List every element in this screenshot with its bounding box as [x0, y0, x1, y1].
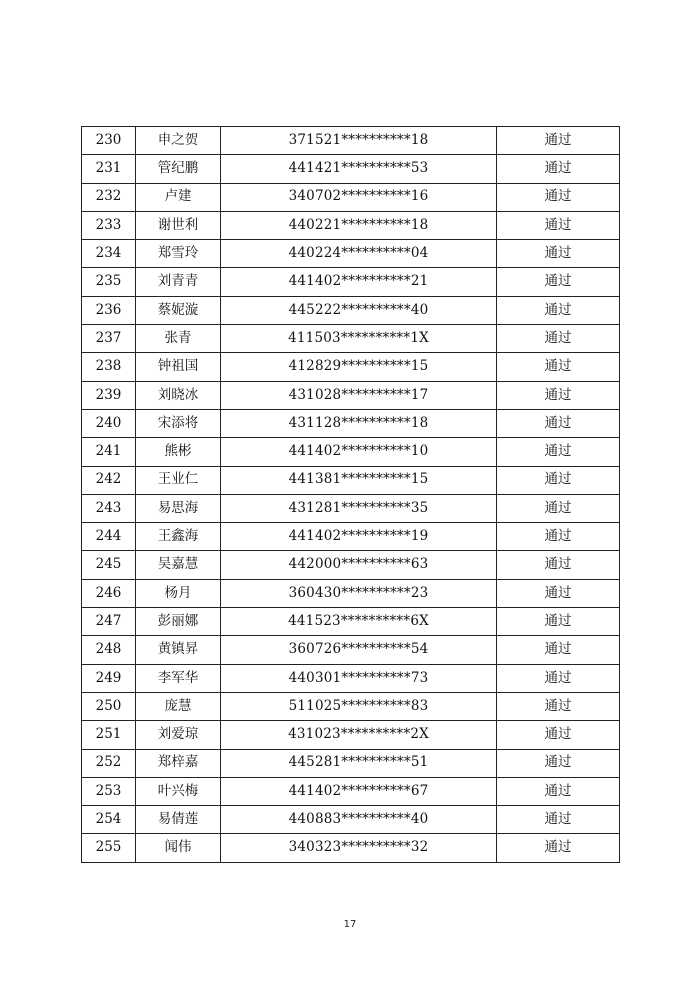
id-number-cell: 371521**********18	[221, 127, 497, 155]
name-cell: 郑梓嘉	[136, 749, 221, 777]
row-index-cell: 251	[82, 721, 136, 749]
id-number-cell: 440224**********04	[221, 240, 497, 268]
row-index-cell: 245	[82, 551, 136, 579]
result-cell: 通过	[497, 155, 620, 183]
name-cell: 刘晓冰	[136, 381, 221, 409]
id-number-cell: 440883**********40	[221, 806, 497, 834]
result-cell: 通过	[497, 325, 620, 353]
id-number-cell: 441402**********19	[221, 523, 497, 551]
table-row	[82, 692, 620, 720]
result-cell: 通过	[497, 240, 620, 268]
name-cell: 卢建	[136, 183, 221, 211]
id-number-cell: 431028**********17	[221, 381, 497, 409]
id-number-cell: 440301**********73	[221, 664, 497, 692]
table-row	[82, 240, 620, 268]
id-number-cell: 360430**********23	[221, 579, 497, 607]
row-index-cell: 235	[82, 268, 136, 296]
id-number-cell: 441421**********53	[221, 155, 497, 183]
table-row	[82, 806, 620, 834]
result-cell: 通过	[497, 664, 620, 692]
table-row	[82, 749, 620, 777]
result-cell: 通过	[497, 381, 620, 409]
result-cell: 通过	[497, 749, 620, 777]
result-cell: 通过	[497, 721, 620, 749]
row-index-cell: 252	[82, 749, 136, 777]
table-row	[82, 551, 620, 579]
name-cell: 杨月	[136, 579, 221, 607]
name-cell: 王业仁	[136, 466, 221, 494]
result-cell: 通过	[497, 268, 620, 296]
row-index-cell: 241	[82, 438, 136, 466]
id-number-cell: 442000**********63	[221, 551, 497, 579]
name-cell: 王鑫海	[136, 523, 221, 551]
row-index-cell: 242	[82, 466, 136, 494]
result-cell: 通过	[497, 834, 620, 862]
row-index-cell: 253	[82, 777, 136, 805]
row-index-cell: 244	[82, 523, 136, 551]
row-index-cell: 237	[82, 325, 136, 353]
row-index-cell: 250	[82, 692, 136, 720]
table-row	[82, 777, 620, 805]
id-number-cell: 441402**********21	[221, 268, 497, 296]
row-index-cell: 238	[82, 353, 136, 381]
result-cell: 通过	[497, 438, 620, 466]
id-number-cell: 431023**********2X	[221, 721, 497, 749]
result-cell: 通过	[497, 211, 620, 239]
result-cell: 通过	[497, 183, 620, 211]
row-index-cell: 230	[82, 127, 136, 155]
name-cell: 刘青青	[136, 268, 221, 296]
table-row	[82, 296, 620, 324]
id-number-cell: 411503**********1X	[221, 325, 497, 353]
row-index-cell: 239	[82, 381, 136, 409]
id-number-cell: 445222**********40	[221, 296, 497, 324]
table-row	[82, 381, 620, 409]
table-row	[82, 155, 620, 183]
id-number-cell: 441381**********15	[221, 466, 497, 494]
table-row	[82, 721, 620, 749]
id-number-cell: 511025**********83	[221, 692, 497, 720]
row-index-cell: 254	[82, 806, 136, 834]
name-cell: 叶兴梅	[136, 777, 221, 805]
id-number-cell: 431281**********35	[221, 494, 497, 522]
row-index-cell: 255	[82, 834, 136, 862]
row-index-cell: 233	[82, 211, 136, 239]
result-cell: 通过	[497, 551, 620, 579]
row-index-cell: 246	[82, 579, 136, 607]
page-number: 17	[343, 919, 357, 930]
result-cell: 通过	[497, 579, 620, 607]
id-number-cell: 340323**********32	[221, 834, 497, 862]
table-row	[82, 636, 620, 664]
table-row	[82, 466, 620, 494]
name-cell: 张青	[136, 325, 221, 353]
id-number-cell: 360726**********54	[221, 636, 497, 664]
table-row	[82, 834, 620, 862]
name-cell: 易思海	[136, 494, 221, 522]
row-index-cell: 247	[82, 608, 136, 636]
id-number-cell: 441523**********6X	[221, 608, 497, 636]
roster-table-body	[82, 127, 620, 863]
id-number-cell: 441402**********67	[221, 777, 497, 805]
result-cell: 通过	[497, 296, 620, 324]
row-index-cell: 236	[82, 296, 136, 324]
name-cell: 申之贺	[136, 127, 221, 155]
id-number-cell: 441402**********10	[221, 438, 497, 466]
id-number-cell: 440221**********18	[221, 211, 497, 239]
name-cell: 宋添将	[136, 409, 221, 437]
row-index-cell: 232	[82, 183, 136, 211]
name-cell: 管纪鹏	[136, 155, 221, 183]
roster-table	[81, 126, 620, 863]
result-cell: 通过	[497, 806, 620, 834]
name-cell: 谢世利	[136, 211, 221, 239]
table-row	[82, 409, 620, 437]
result-cell: 通过	[497, 608, 620, 636]
table-row	[82, 579, 620, 607]
result-cell: 通过	[497, 636, 620, 664]
id-number-cell: 412829**********15	[221, 353, 497, 381]
table-row	[82, 353, 620, 381]
name-cell: 蔡妮漩	[136, 296, 221, 324]
table-row	[82, 438, 620, 466]
name-cell: 彭丽娜	[136, 608, 221, 636]
row-index-cell: 231	[82, 155, 136, 183]
table-row	[82, 494, 620, 522]
result-cell: 通过	[497, 692, 620, 720]
name-cell: 黄镇昇	[136, 636, 221, 664]
name-cell: 李军华	[136, 664, 221, 692]
result-cell: 通过	[497, 777, 620, 805]
id-number-cell: 431128**********18	[221, 409, 497, 437]
table-row	[82, 523, 620, 551]
table-row	[82, 127, 620, 155]
table-row	[82, 183, 620, 211]
table-row	[82, 325, 620, 353]
result-cell: 通过	[497, 127, 620, 155]
name-cell: 易倩莲	[136, 806, 221, 834]
name-cell: 钟祖国	[136, 353, 221, 381]
row-index-cell: 234	[82, 240, 136, 268]
id-number-cell: 445281**********51	[221, 749, 497, 777]
result-cell: 通过	[497, 494, 620, 522]
name-cell: 闻伟	[136, 834, 221, 862]
result-cell: 通过	[497, 409, 620, 437]
name-cell: 熊彬	[136, 438, 221, 466]
id-number-cell: 340702**********16	[221, 183, 497, 211]
row-index-cell: 240	[82, 409, 136, 437]
result-cell: 通过	[497, 353, 620, 381]
name-cell: 庞慧	[136, 692, 221, 720]
name-cell: 吴嘉慧	[136, 551, 221, 579]
name-cell: 刘爱琼	[136, 721, 221, 749]
name-cell: 郑雪玲	[136, 240, 221, 268]
row-index-cell: 249	[82, 664, 136, 692]
result-cell: 通过	[497, 523, 620, 551]
table-row	[82, 608, 620, 636]
row-index-cell: 243	[82, 494, 136, 522]
result-cell: 通过	[497, 466, 620, 494]
table-row	[82, 664, 620, 692]
row-index-cell: 248	[82, 636, 136, 664]
table-row	[82, 268, 620, 296]
table-row	[82, 211, 620, 239]
